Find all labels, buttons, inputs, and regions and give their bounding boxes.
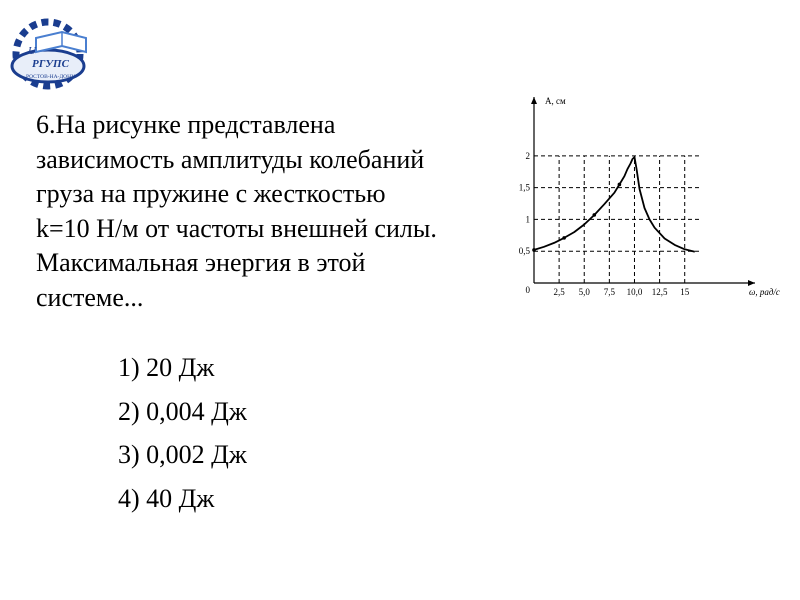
logo-letter: U (28, 45, 36, 57)
x-tick-label: 12,5 (651, 287, 668, 297)
data-point (618, 183, 622, 187)
book-icon (36, 32, 86, 52)
x-tick-label: 5,0 (578, 287, 590, 297)
y-axis-label: А, см (545, 96, 566, 106)
question-line: зависимость амплитуды колебаний (36, 144, 425, 174)
data-point (562, 236, 566, 240)
question-line: системе... (36, 282, 144, 312)
logo-title: РГУПС (32, 58, 69, 70)
series-line (534, 157, 695, 252)
y-tick-label: 2 (525, 150, 530, 161)
y-tick-label: 1 (525, 214, 530, 225)
data-point (532, 248, 536, 252)
x-tick-label: 10,0 (626, 287, 643, 297)
question-line: Максимальная энергия в этой (36, 248, 366, 277)
logo-ring-text: РОСТОВ-НА-ДОНУ (26, 74, 75, 80)
answer-option-3[interactable]: 3) 0,002 Дж (118, 440, 247, 469)
answer-option-1[interactable]: 1) 20 Дж (118, 353, 215, 382)
y-tick-label: 1,5 (518, 182, 530, 193)
x-axis-label: ω, рад/с (749, 287, 780, 297)
question-line: груза на пружине с жесткостью (36, 179, 386, 208)
origin-label: 0 (525, 285, 530, 295)
answer-option-4[interactable]: 4) 40 Дж (118, 484, 215, 513)
x-tick-label: 7,5 (603, 287, 615, 297)
question-line: k=10 Н/м от частоты внешней силы. (36, 213, 437, 243)
data-point (592, 213, 596, 217)
x-tick-label: 2,5 (553, 287, 565, 297)
y-tick-label: 0,5 (518, 246, 530, 257)
x-tick-label: 15 (680, 287, 690, 297)
amplitude-frequency-chart (505, 95, 800, 310)
question-text (36, 108, 526, 315)
university-logo (2, 8, 94, 94)
x-axis-arrow (748, 280, 755, 286)
y-axis-arrow (531, 97, 537, 104)
answer-option-2[interactable]: 2) 0,004 Дж (118, 397, 247, 426)
question-line: 6.На рисунке представлена (36, 110, 336, 139)
